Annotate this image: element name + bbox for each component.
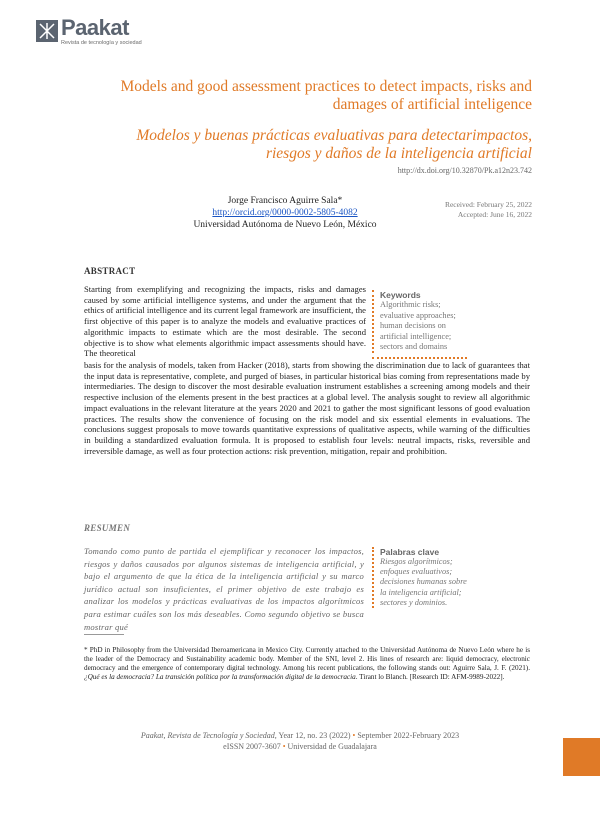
logo-subtitle: Revista de tecnología y sociedad [61,40,142,46]
journal-logo [36,15,156,50]
journal-period: September 2022-February 2023 [357,731,460,740]
logo-mark-icon [36,20,58,42]
abstract-text-part1: Starting from exemplifying and recognizing the impacts, risks and damages caused by some artificial intelligence systems, and under the argument that the ethics of artificial intelligence and its current legal framework are insufficient, the first objective of this paper is to analyze the models and evaluative practices of algorithmic impacts to estimate which are the most desirable. The second objective is to show what elements algorithmic impact assessments should have. The theoretical [84,284,366,359]
resumen-text: Tomando como punto de partida el ejemplificar y reconocer los impactos, riesgos y daños causados por algunos sistemas de inteligencia artificial, y bajo el argumento de que la ética de la inteligencia artificial y su marco jurídico actual son insuficientes, el primer objetivo de este trabajo es analizar los modelos y prácticas evaluativas de los impactos algorítmicos para estimar cuáles son los más deseables. Como segundo objetivo se busca mostrar qué [84,546,364,632]
journal-issn: eISSN 2007-3607 [223,742,281,751]
palabras-clave-box [372,547,475,608]
journal-name: Paakat, Revista de Tecnología y Sociedad [140,731,275,740]
footnote-text-2: . Tirant lo Blanch. [Research ID: AFM-9989-2022]. [355,673,505,681]
page-number-tab [563,738,600,791]
journal-issue: , Year 12, no. 23 (2022) [274,731,351,740]
title-spanish: Modelos y buenas prácticas evaluativas para detectarimpactos, riesgos y daños de la inteligencia artificial [136,127,532,162]
title-english: Models and good assessment practices to detect impacts, risks and damages of artificial inteligence [120,78,532,113]
author-block [150,195,420,231]
palabras-title: Palabras clave [380,547,440,557]
received-date: Received: February 25, 2022 [444,200,532,209]
author-affiliation: Universidad Autónoma de Nuevo León, México [193,220,377,230]
footnote [84,646,530,682]
accepted-date: Accepted: June 16, 2022 [457,210,532,219]
journal-footer: Paakat, Revista de Tecnología y Sociedad, Year 12, no. 23 (2022) • September 2022-February 2023 eISSN 2007-3607 • Universidad de Guadalajara [140,731,460,751]
abstract-heading: ABSTRACT [84,266,136,276]
keywords-text: Algorithmic risks; evaluative approaches; human decisions on artificial intelligence; sectors and domains [380,300,456,351]
keywords-divider [372,357,467,359]
resumen-heading: RESUMEN [84,523,131,533]
journal-university: Universidad de Guadalajara [287,742,377,751]
footnote-book-title: ¿Qué es la democracia? La transición política por la transformación digital de la democracia [84,673,356,681]
palabras-text: Riesgos algorítmicos; enfoques evaluativos; decisiones humanas sobre la inteligencia artificial; sectores y dominios. [380,557,467,607]
keywords-box [372,290,470,353]
dates-block [445,200,532,220]
page-number: 1 [579,780,584,791]
logo-name: Paakat [61,15,129,40]
abstract-text-part2: basis for the analysis of models, taken from Hacker (2018), starts from showing the discrimination due to lack of guarantees that the input data is representative, complete, and purged of biases, in particular historical bias coming from representations made by intermediaries. The design to discover the most desirable evaluation instrument establishes a screening among models and their respective inclusion of the elements present in the best practices at a global level. The analysis sought to review all algorithmic impact evaluations in the relevant literature at the years 2020 and 2021 to gather the most significant lessons of good evaluation practices. The results show the convenience of focusing on the risk model and six essential elements in evaluations. The conclusions suggest proposals to move towards quantitative expressions of qualitative aspects, while warning of the difficulties in building a standardized evaluation formula. It is proposed to establish four levels: neutral impacts, risks, reversible and irreversible damage, as well as four protection actions: risk prevention, mitigation, repair and prohibition. [84,360,530,456]
orcid-link[interactable]: http://orcid.org/0000-0002-5805-4082 [212,208,358,218]
footnote-text-1: * PhD in Philosophy from the Universidad Iberoamericana in Mexico City. Currently attached to the Universidad Autónoma de Nuevo León where he is the leader of the Democracy and Sustainability academic body. Member of the SNI, level 2. His lines of research are: liquid democracy, electronic democracy and the emergence of contemporary digital technology. Among his recent publications, the following stands out: Aguirre Sala, J. F. (2021). [84,646,530,672]
author-name: Jorge Francisco Aguirre Sala* [227,196,343,206]
footnote-rule [84,634,124,635]
keywords-title: Keywords [380,290,421,300]
doi-link[interactable]: http://dx.doi.org/10.32870/Pk.a12n23.742 [397,166,532,175]
